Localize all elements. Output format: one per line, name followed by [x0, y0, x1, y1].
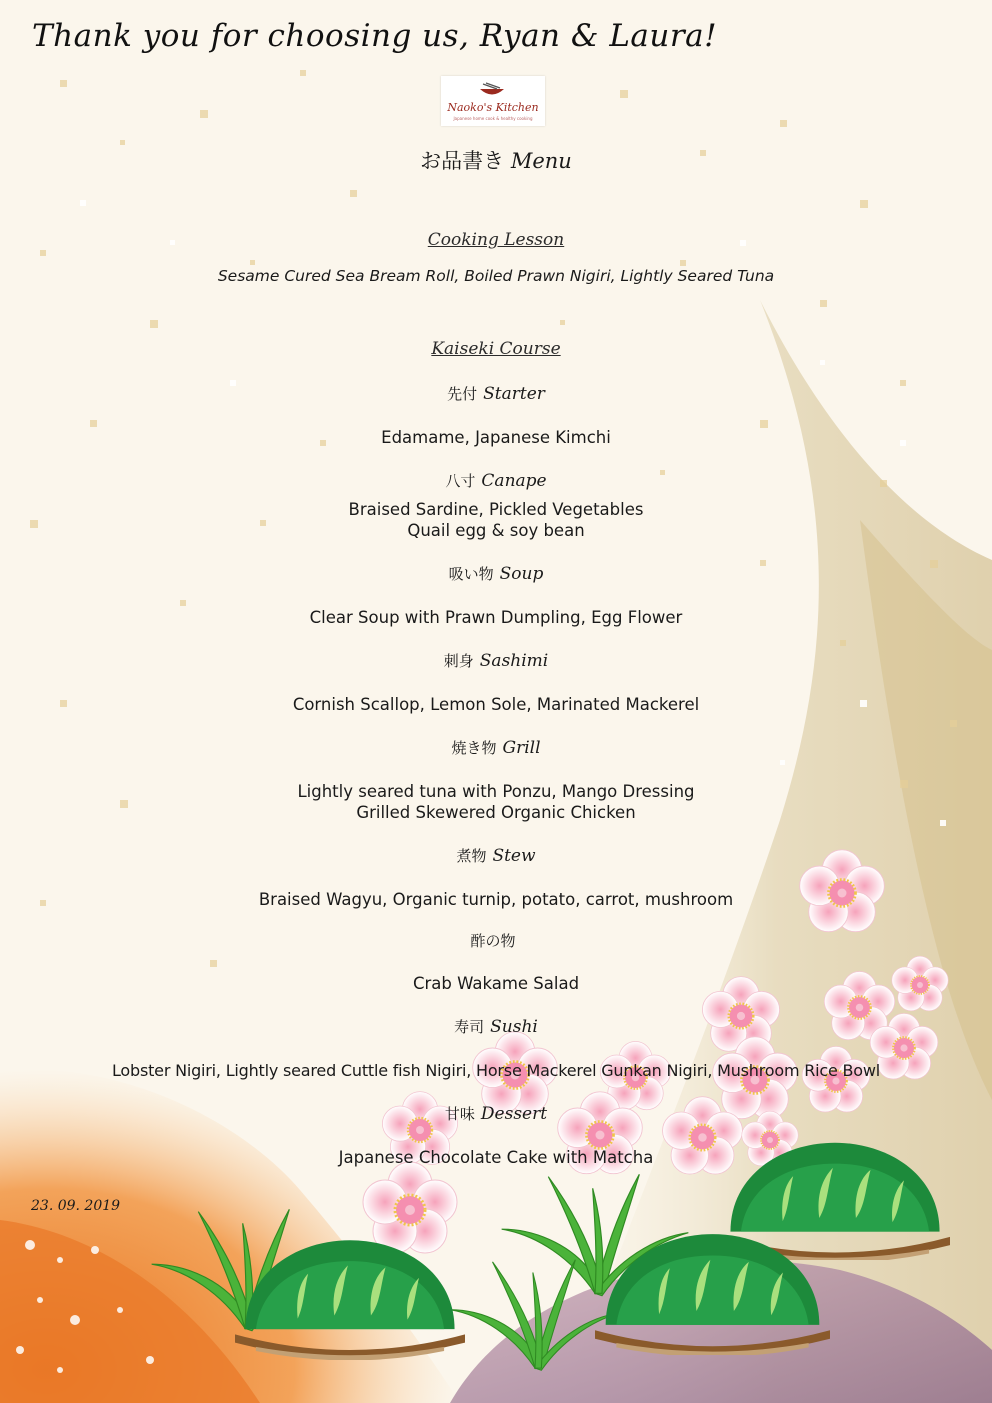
course-jp: 酢の物 [470, 932, 516, 950]
dish-line: Lightly seared tuna with Ponzu, Mango Dressing [297, 782, 695, 801]
course-soup [0, 563, 992, 584]
course-jp: 寿司 [454, 1018, 485, 1036]
dish-line: Lobster Nigiri, Lightly seared Cuttle fish Nigiri, Horse Mackerel Gunkan Nigiri, Mushroom Rice Bowl [111, 1061, 881, 1080]
course-en: Soup [499, 564, 544, 584]
menu-title-en: Menu [510, 149, 572, 173]
course-jp: 刺身 [443, 652, 474, 670]
course-jp: 甘味 [444, 1105, 475, 1123]
course-canape [0, 470, 992, 491]
course-dessert [0, 1103, 992, 1124]
course-jp: 先付 [447, 385, 478, 403]
menu-date: 23. 09. 2019 [31, 1198, 121, 1214]
dish-line: Braised Wagyu, Organic turnip, potato, carrot, mushroom [258, 890, 734, 909]
bowl-icon [477, 82, 507, 98]
course-stew [0, 845, 992, 866]
dish-line: Cornish Scallop, Lemon Sole, Marinated Mackerel [292, 695, 700, 714]
cooking-lesson-heading: Cooking Lesson [427, 230, 565, 250]
dish-line: Quail egg & soy bean [407, 521, 585, 540]
dish-line: Grilled Skewered Organic Chicken [356, 803, 636, 822]
dish-line: Clear Soup with Prawn Dumpling, Egg Flower [309, 608, 683, 627]
course-starter [0, 383, 992, 404]
course-vinegared [0, 930, 992, 951]
course-jp: 八寸 [445, 472, 476, 490]
dish-line: Braised Sardine, Pickled Vegetables [348, 500, 644, 519]
cooking-lesson-items: Sesame Cured Sea Bream Roll, Boiled Prawn Nigiri, Lightly Seared Tuna [217, 267, 775, 285]
course-en: Sushi [490, 1017, 538, 1037]
course-en: Dessert [480, 1104, 548, 1124]
course-jp: 吸い物 [448, 565, 494, 583]
logo-name: Naoko's Kitchen [447, 101, 539, 114]
dish-line: Japanese Chocolate Cake with Matcha [338, 1148, 654, 1167]
menu-title [0, 145, 992, 175]
course-en: Starter [483, 384, 545, 404]
dish-line: Edamame, Japanese Kimchi [381, 428, 611, 447]
course-en: Canape [481, 471, 547, 491]
course-sushi [0, 1016, 992, 1037]
course-jp: 煮物 [456, 847, 487, 865]
course-jp: 焼き物 [451, 739, 497, 757]
logo-tagline: Japanese home cook & healthy cooking [453, 116, 533, 121]
menu-title-jp: お品書き [420, 149, 505, 173]
course-grill [0, 737, 992, 758]
restaurant-logo [441, 76, 545, 126]
course-en: Stew [492, 846, 536, 866]
course-sashimi [0, 650, 992, 671]
thank-you-heading: Thank you for choosing us, Ryan & Laura! [32, 18, 718, 54]
course-en: Sashimi [479, 651, 549, 671]
dish-line: Crab Wakame Salad [412, 974, 580, 993]
kaiseki-heading: Kaiseki Course [431, 339, 561, 359]
course-en: Grill [502, 738, 541, 758]
